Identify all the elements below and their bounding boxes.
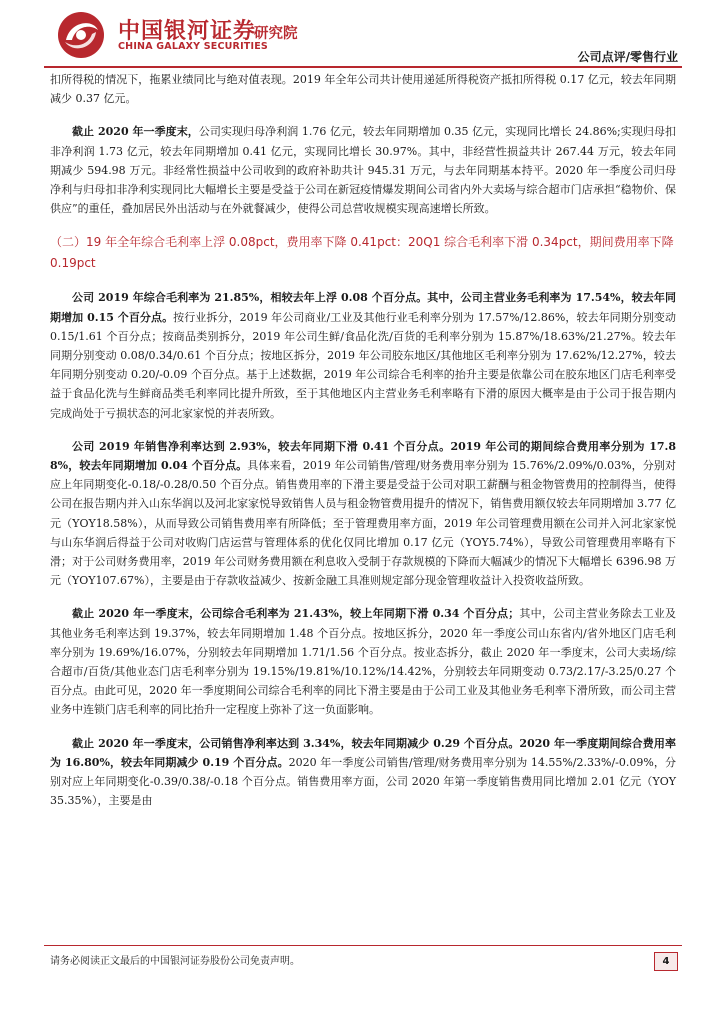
footer-disclaimer: 请务必阅读正文最后的中国银河证券股份公司免责声明。	[50, 956, 300, 967]
paragraph-3-text: 按行业拆分，2019 年公司商业/工业及其他行业毛利率分别为 17.57%/12.86%，较去年同期分别变动 0.15/1.61 个百分点；按商品类别拆分，2019 年公司生鲜/食品化洗/百货的毛利率分别为 15.87%/18.63%/21.27%。较去年同期分别变动 0.08/0.34/0.61 个百分点；按地区拆分，2019 年公司胶东地区/其他地区毛利率分别为 17.62%/12.27%，较去年同期分别变动 0.20/-0.09 个百分点。基于上述数据，2019 年公司综合毛利率的抬升主要是依靠公司在胶东地区门店毛利率受益于食品化洗与生鲜商品类毛利率同比提升所致，至于其他地区内主营业务毛利率略有下滑的原因大概率是由于公司于报告期内完成尚处于亏损状态的河北家家悦的并表所致。	[50, 310, 676, 420]
page-number: 4	[654, 952, 678, 971]
header-divider	[44, 66, 682, 68]
paragraph-3	[44, 288, 682, 422]
paragraph-1: 扣所得税的情况下，拖累业绩同比与绝对值表现。2019 年全年公司共计使用递延所得税资产抵扣所得税 0.17 亿元，较去年同期减少 0.37 亿元。	[50, 73, 676, 106]
paragraph-3-lead: 公司 2019 年综合毛利率为 21.85%，相较去年上浮 0.08 个百分点。其中，公司主营业务毛利率为 17.54%，较去年同期增加 0.15 个百分点。	[50, 291, 676, 324]
logo-english-name: CHINA GALAXY SECURITIES	[118, 41, 268, 52]
paragraph-4-lead: 公司 2019 年销售净利率达到 2.93%，较去年同期下滑 0.41 个百分点。2019 年公司的期间综合费用率分别为 17.88%，较去年同期增加 0.04 个百分点。	[50, 439, 676, 473]
logo-chinese-name: 中国银河证券	[118, 19, 257, 44]
paragraph-5	[44, 604, 682, 719]
section-subheading: （二）19 年全年综合毛利率上浮 0.08pct，费用率下降 0.41pct：20Q1 综合毛利率下滑 0.34pct，期间费用率下降 0.19pct	[50, 235, 674, 271]
department-name: 研究院	[254, 26, 298, 42]
paragraph-4	[44, 437, 682, 591]
paragraph-5-lead: 截止 2020 年一季度末，公司综合毛利率为 21.43%，较上年同期下滑 0.34 个百分点；	[72, 607, 520, 621]
paragraph-6	[44, 734, 682, 811]
paragraph-2-text: 公司实现归母净利润 1.76 亿元，较去年同期增加 0.35 亿元，实现同比增长 24.86%;实现归母扣非净利润 1.73 亿元，较去年同期增加 0.41 亿元，实现同比增长 30.97%。其中，非经营性损益共计 267.44 万元，较去年同期减少 594.98 万元。非经常性损益中公司收到的政府补助共计 945.31 万元，与去年同期基本持平。2020 年一季度公司归母净利与归母扣非净利实现同比大幅增长主要是受益于公司在新冠疫情爆发期间公司省内外大卖场与综合超市门店承担“稳物价、保供应”的重任，叠加居民外出活动与在外就餐减少，使得公司总营收规模实现高速增长所致。	[50, 125, 676, 216]
page-header	[0, 0, 724, 64]
paragraph-4-text: 具体来看，2019 年公司销售/管理/财务费用率分别为 15.76%/2.09%/0.03%，分别对应上年同期变化-0.18/-0.28/0.50 个百分点。销售费用率的下滑主要是受益于公司对职工薪酬与租金物管费用的控制得当，使得公司在报告期内并入山东华润以及河北家家悦导致销售人员与租金物管费用提升的情况下，销售费用额仅较去年同期增加 3.77 亿元（YOY18.58%），从而导致公司销售费用率有所降低；至于管理费用率方面，2019 年公司管理费用额在公司并入河北家家悦与山东华润后得益于公司对收购门店运营与管理体系的优化仅同比增加 0.17 亿元（YOY5.74%），导致公司管理费用率略有下滑；对于公司财务费用率，2019 年公司财务费用额在利息收入受制于存款规模的下降而大幅减少的情况下大幅增长 6396.98 万元（YOY107.67%），主要是由于存款收益减少、按新金融工具准则规定部分现金管理收益计入投资收益所致。	[50, 459, 676, 588]
report-category: 公司点评/零售行业	[577, 50, 678, 64]
paragraph-2-lead: 截止 2020 年一季度末，	[72, 125, 199, 139]
paragraph-2	[44, 122, 682, 218]
footer-divider	[44, 945, 682, 946]
paragraph-5-text: 其中，公司主营业务除去工业及其他业务毛利率达到 19.37%，较去年同期增加 1.48 个百分点。按地区拆分，2020 年一季度公司山东省内/省外地区门店毛利率分别为 19.69%/16.07%，分别较去年同期增加 1.71/1.56 个百分点。按业态拆分，截止 2020 年一季度末，公司大卖场/综合超市/百货/其他业态门店毛利率分别为 19.15%/19.81%/10.12%/14.42%，分别较去年同期变动 0.73/2.17/-3.25/0.27 个百分点。由此可见，2020 年一季度期间公司综合毛利率的同比下滑主要是由于公司工业及其他业务毛利率下滑所致，而公司主营业务中连锁门店毛利率的同比抬升一定程度上弥补了这一负面影响。	[50, 607, 677, 717]
report-body	[44, 70, 682, 811]
paragraph-6-lead: 截止 2020 年一季度末，公司销售净利率达到 3.34%，较去年同期减少 0.29 个百分点。2020 年一季度期间综合费用率为 16.80%，较去年同期减少 0.19 个百分点。	[50, 736, 676, 769]
paragraph-6-text: 2020 年一季度公司销售/管理/财务费用率分别为 14.55%/2.33%/-0.09%，分别对应上年同期变化-0.39/0.38/-0.18 个百分点。销售费用率方面，公司 2020 年第一季度销售费用同比增加 2.01 亿元（YOY35.35%），主要是由	[50, 755, 676, 808]
galaxy-swirl-icon	[56, 10, 106, 60]
